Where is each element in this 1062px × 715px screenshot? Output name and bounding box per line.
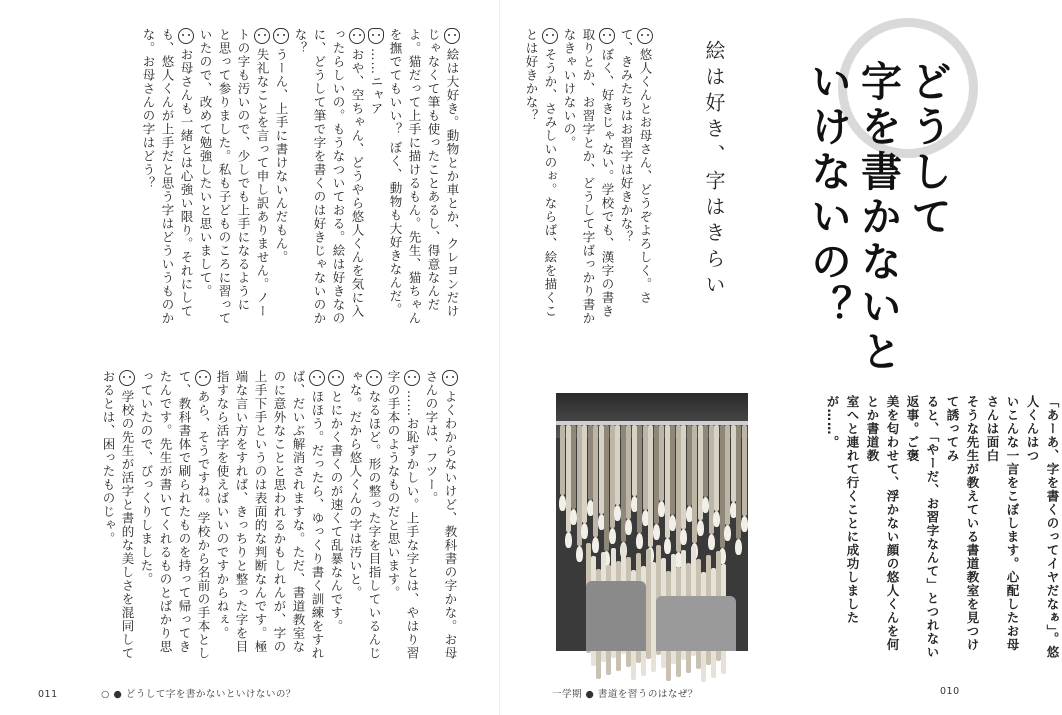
mother-face-icon xyxy=(328,370,344,386)
brush-tip xyxy=(576,546,583,562)
teacher-face-icon xyxy=(349,28,365,44)
brush-handle xyxy=(714,425,719,511)
dialog-text: お母さんも一緒とは心強い限り。それにしても、悠人くんが上手だと思う字はどういうものかな。お母さんの字はどう？ xyxy=(141,28,194,325)
brush-tip xyxy=(570,509,577,525)
dialog-turn xyxy=(617,28,655,328)
lead-line: 「あーあ、字を書くのってイヤだなぁ」。悠人くんはつ xyxy=(1025,395,1060,659)
footer-right-page-number xyxy=(940,686,960,697)
mother-face-icon xyxy=(404,370,420,386)
lead-line: 美を匂わせて、浮かない顔の悠人くんを何とか書道教 xyxy=(865,395,900,652)
brush-tip xyxy=(735,539,742,555)
dialog-turn xyxy=(213,370,327,662)
brush-handle xyxy=(560,425,565,495)
brush-tip xyxy=(625,519,632,535)
dialog-block-left-top xyxy=(42,28,462,328)
teacher-face-icon xyxy=(178,28,194,44)
dialog-block-left-bottom xyxy=(60,370,460,662)
brush-tip xyxy=(680,529,687,545)
calligraphy-brushes-photo xyxy=(556,393,748,651)
brush-tip xyxy=(724,525,731,541)
brush-tip xyxy=(713,511,720,527)
teacher-face-icon xyxy=(637,28,653,44)
brush-tip xyxy=(614,505,621,521)
title-column: どうして xyxy=(904,60,952,240)
dialog-turn xyxy=(196,28,272,328)
brush-tip xyxy=(697,520,704,536)
brush-tip xyxy=(559,495,566,511)
page-number: 010 xyxy=(940,686,960,697)
dialog-text: ぼく、好きじゃない。学校でも、漢字の書き取りとか、お習字とか、どうして字ばっかり書かなきゃいけないの。 xyxy=(562,28,615,325)
dialog-text: 学校の先生が活字と書的な美しさを混同しておるとは、困ったものじゃ。 xyxy=(101,370,135,660)
mother-face-icon xyxy=(254,28,270,44)
brush-handle xyxy=(588,425,593,500)
photo-jar xyxy=(656,596,736,651)
dialog-turn xyxy=(422,370,460,662)
running-head: 一学期 ● 書道を習うのはなぜ？ xyxy=(552,689,698,700)
dialog-text: ほほう。だったら、ゆっくり書く訓練をすれば、だいぶ解消されますな。ただ、書道教室なのに意外なことと思われるかもしれんが、字の上手下手というのは表面的な判断なんです。極端な言い方をすれば、きっちりと整った字を目指すなら活字を使えばいいのですからねぇ。 xyxy=(215,370,325,660)
brush-handle xyxy=(742,425,747,516)
teacher-face-icon xyxy=(119,370,135,386)
dialog-turn xyxy=(137,370,213,662)
dialog-text: よくわからないけど、教科書の字かな。お母さんの字は、フツー。 xyxy=(424,370,458,660)
gutter xyxy=(499,0,500,715)
brush-handle xyxy=(687,425,692,506)
brush-tip xyxy=(658,501,665,517)
chapter-title xyxy=(803,60,953,420)
brush-tip xyxy=(581,523,588,539)
lead-line: いこんな一言をこぼします。心配したお母さんは面白 xyxy=(985,395,1020,652)
page-number: 011 xyxy=(38,689,58,700)
dialog-turn xyxy=(384,370,422,662)
dialog-text: おや、空ちゃん、どうやら悠人くんを気に入ったらしいの。もうなついておる。絵は好きなのに、どうして筆で字を書くのは好きじゃないのかな？ xyxy=(293,28,365,325)
section-subtitle: 絵は好き、字はきらい xyxy=(702,40,726,300)
brush-handle xyxy=(703,425,708,497)
dialog-turn xyxy=(139,28,196,328)
teacher-face-icon xyxy=(309,370,325,386)
dialog-turn xyxy=(272,28,291,328)
cat-face-icon xyxy=(368,28,384,44)
teacher-face-icon xyxy=(366,370,382,386)
footer-right xyxy=(552,686,698,700)
brush-handle xyxy=(731,425,736,502)
dialog-block-right xyxy=(524,28,655,328)
dialog-text: ……ニャア xyxy=(369,48,384,116)
dialog-turn xyxy=(522,28,560,328)
brush-handle xyxy=(599,425,604,514)
lead-line: 室へと連れて行くことに成功しましたが……。 xyxy=(825,395,860,625)
dialog-turn xyxy=(99,370,137,662)
title-column: いけないの？ xyxy=(804,60,852,330)
title-column: 字を書かないと xyxy=(854,60,902,375)
dialog-text: そうか、さみしいのぉ。ならば、絵を描くことは好きかな？ xyxy=(524,28,558,318)
dialog-text: あら、そうですね。学校から名前の手本として、教科書体で刷られたものを持って帰ってきたんです。先生が書いてくれるものとばかり思っていたので、びっくりしました。 xyxy=(139,370,211,660)
brush-tip xyxy=(592,537,599,553)
boy-face-icon xyxy=(444,28,460,44)
mother-face-icon xyxy=(195,370,211,386)
lead-paragraph xyxy=(822,395,1062,660)
brush-handle xyxy=(670,425,675,515)
brush-tip xyxy=(669,515,676,531)
brush-tip xyxy=(609,528,616,544)
brush-tip xyxy=(702,497,709,513)
dialog-text: 失礼なことを言って申し訳ありません。ノートの字も汚いので、少しでも上手になるように と思って参りました。私も子どものころに習っていたので、改めて勉強したいと思いまして。 xyxy=(198,28,270,325)
dialog-turn xyxy=(560,28,617,328)
brush-tip xyxy=(565,532,572,548)
brush-handle xyxy=(632,425,637,496)
dialog-turn xyxy=(327,370,346,662)
brush-tip xyxy=(636,533,643,549)
brush-handle xyxy=(571,425,576,509)
brush-handle xyxy=(615,425,620,505)
boy-face-icon xyxy=(599,28,615,44)
lead-line: そうな先生が教えている書道教室を見つけて誘ってみ xyxy=(945,395,980,652)
dialog-text: 絵は大好き。動物とか車とか、クレヨンだけじゃなくて筆も使ったことあるし、得意なんだよ。猫だって上手に描けるもん。先生、猫ちゃんを撫でてもいい？ ぼく、動物も大好きなんだ。 xyxy=(388,28,460,325)
teacher-face-icon xyxy=(542,28,558,44)
dialog-turn xyxy=(291,28,367,328)
boy-face-icon xyxy=(273,28,289,44)
dialog-text: うーん、上手に書けないんだもん。 xyxy=(274,48,289,264)
dialog-text: なるほど。形の整った字を目指しているんじゃな。だから悠人くんの字は汚いと。 xyxy=(348,370,382,660)
dialog-text: 悠人くんとお母さん、どうぞよろしく。さて、きみたちはお習字は好きかな？ xyxy=(619,28,653,305)
lead-line: ると、「やーだ、お習字なんて」とつれない返事。ご褒 xyxy=(905,395,940,659)
brush-tip xyxy=(653,524,660,540)
dialog-text: ……お恥ずかしい。上手な字とは、やはり習字の手本のようなものだと思います。 xyxy=(386,370,420,660)
brush-handle xyxy=(643,425,648,510)
footer-left xyxy=(38,686,296,700)
dialog-turn xyxy=(386,28,462,328)
brush-tip xyxy=(708,534,715,550)
running-head: どうして字を書かないといけないの？ xyxy=(125,689,296,700)
circle-bullet-icon: ○ ● xyxy=(101,689,123,700)
dialog-turn xyxy=(346,370,384,662)
brush-tip xyxy=(741,516,748,532)
dialog-turn xyxy=(367,28,386,328)
dialog-text: とにかく書くのが速くて乱暴なんです。 xyxy=(329,390,344,633)
brush-handle xyxy=(659,425,664,501)
photo-jar xyxy=(586,581,646,651)
boy-face-icon xyxy=(442,370,458,386)
brush-tip xyxy=(664,538,671,554)
